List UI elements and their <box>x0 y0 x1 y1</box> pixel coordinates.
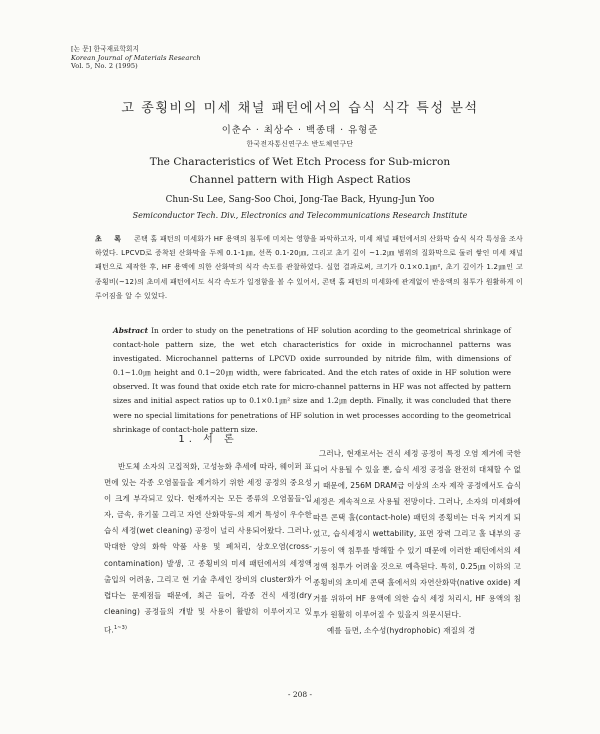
title-english <box>0 153 600 189</box>
abstract-english-text: In order to study on the penetrations of HF solution acording to the geometrical shrinkage of contact-hole pattern size, the wet etch characteristics for oxide in microchannel patterns was investigated. Microchannel patterns of LPCVD oxide surrounded by nitride film, with dimensions of 0.1~1.0㎛ height and 0.1~20㎛ width, were fabricated. And the etch rates of oxide in HF solution were observed. It was found that oxide etch rate for micro-channel patterns in HF was not affected by pattern sizes and initial aspect ratios up to 0.1×0.1㎛² size and 1.2㎛ depth. Finally, it was concluded that there were no special limitations for penetrations of HF solution in wet processes according to the geometrical shrinkage of contact-hole pattern size. <box>113 326 511 434</box>
body-paragraph <box>104 459 312 639</box>
journal-header <box>71 45 201 71</box>
abstract-english-label: Abstract <box>113 326 149 335</box>
body-paragraph: 그러나, 현재로서는 건식 세정 공정이 특정 오염 제거에 국한되어 사용될 수 있을 뿐, 습식 세정 공정을 완전히 대체할 수 없기 때문에, 256M DRAM급 이상의 소자 제작 공정에서도 습식 세정은 계속적으로 사용될 전망이다. 그러나, 소자의 미세화에 따른 콘택 홀(contact-hole) 패턴의 종횡비는 더욱 커지게 되었고, 습식세정시 wettability, 표면 장력 그리고 홀 내부의 공기등이 액 침투를 방해할 수 있기 때문에 이러한 패턴에서의 세정액 침투가 어려울 것으로 예측된다. 특히, 0.25㎛ 이하의 고 종횡비의 초미세 콘택 홀에서의 자연산화막(native oxide) 제거를 위하여 HF 용액에 의한 습식 세정 처리시, HF 용액의 침투가 원활히 이루어질 수 있을지 의문시된다. <box>313 449 521 619</box>
body-text: 반도체 소자의 고집적화, 고성능화 추세에 따라, 웨이퍼 표면에 있는 각종 오염물들을 제거하기 위한 세정 공정의 중요성이 크게 부각되고 있다. 현재까지는 모든 종류의 오염물들-입자, 금속, 유기물 그리고 자연 산화막등-의 제거 특성이 우수한 습식 세정(wet cleaning) 공정이 널리 사용되어왔다. 그러나, 막대한 양의 화학 약품 사용 및 폐처리, 상호오염(cross-contamination) 발생, 고 종횡비의 미세 패턴에서의 세정액 출입의 어려움, 그리고 현 기술 추세인 장비의 cluster화가 어렵다는 문제점들 때문에, 최근 들어, 각종 건식 세정(dry cleaning) 공정들의 개발 및 사용이 활발히 이루어지고 있다. <box>104 462 312 635</box>
affiliation-english: Semiconductor Tech. Div., Electronics and Telecommunications Research Institute <box>132 211 468 220</box>
abstract-korean <box>95 232 523 303</box>
body-column-right <box>313 446 521 639</box>
journal-line-ko: [논 문] 한국재료학회지 <box>71 45 139 53</box>
abstract-korean-label: 초 록 <box>95 235 127 243</box>
reference-marker: 1~3) <box>113 624 128 631</box>
page-number: - 208 - <box>287 690 313 699</box>
section-heading-introduction: 1. 서 론 <box>178 434 238 445</box>
journal-line-en: Korean Journal of Materials Research <box>71 53 201 62</box>
authors-korean: 이춘수 · 최상수 · 백종태 · 유형준 <box>221 125 379 136</box>
affiliation-korean: 한국전자통신연구소 반도체연구단 <box>246 140 354 148</box>
authors-english: Chun-Su Lee, Sang-Soo Choi, Jong-Tae Back, Hyung-Jun Yoo <box>165 195 435 205</box>
body-paragraph: 예를 들면, 소수성(hydrophobic) 재질의 경 <box>327 626 476 636</box>
abstract-korean-text: 콘택 홀 패턴의 미세화가 HF 용액의 침투에 미치는 영향을 파악하고자, 미세 채널 패턴에서의 산화막 습식 식각 특성을 조사하였다. LPCVD로 증착된 산화막을 두께 0.1-1㎛, 선폭 0.1-20㎛, 그리고 초기 깊이 ~1.2㎛ 범위의 질화막으로 둘러 쌓인 미세 채널 패턴으로 제작한 후, HF 용액에 의한 산화막의 식각 속도를 관찰하였다. 실험 결과로써, 크기가 0.1×0.1㎛², 초기 깊이가 1.2㎛인 고 종횡비(~12)의 초미세 패턴에서도 식각 속도가 일정함을 볼 수 있어서, 콘택 홀 패턴의 미세화에 관계없이 반응액의 침투가 원활하게 이루어짐을 알 수 있었다. <box>95 235 523 300</box>
title-korean: 고 종횡비의 미세 채널 패턴에서의 습식 식각 특성 분석 <box>121 101 479 116</box>
journal-volume: Vol. 5, No. 2 (1995) <box>71 62 138 71</box>
abstract-english <box>113 324 511 437</box>
title-english-line1: The Characteristics of Wet Etch Process for Sub-micron <box>149 156 451 168</box>
title-english-line2: Channel pattern with High Aspect Ratios <box>189 174 411 186</box>
body-column-left <box>104 459 312 639</box>
